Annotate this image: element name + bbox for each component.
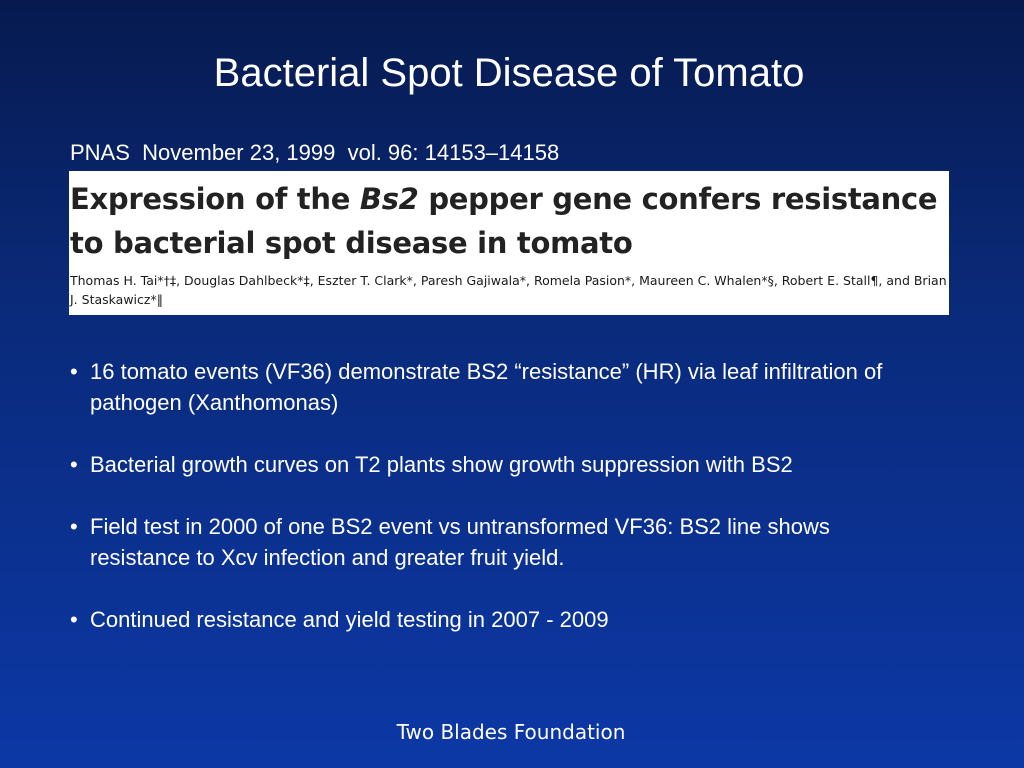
bullet-item: [70, 604, 930, 635]
bullet-marker: •: [70, 452, 78, 477]
bullet-text: Field test in 2000 of one BS2 event vs untransformed VF36: BS2 line shows resistance to Xcv infection and greater fruit yield.: [90, 514, 830, 570]
bullet-item: [70, 356, 930, 418]
bullet-text: Bacterial growth curves on T2 plants show growth suppression with BS2: [90, 452, 793, 477]
slide-title: Bacterial Spot Disease of Tomato: [213, 51, 805, 95]
bullet-marker: •: [70, 359, 78, 384]
paper-authors: Thomas H. Tai*†‡, Douglas Dahlbeck*‡, Eszter T. Clark*, Paresh Gajiwala*, Romela Pasion*, Maureen C. Whalen*§, Robert E. Stall¶, and Brian J. Staskawicz*‖: [70, 273, 947, 307]
paper-screenshot: [69, 171, 949, 315]
footer: Two Blades Foundation: [396, 720, 626, 744]
citation: PNAS November 23, 1999 vol. 96: 14153–14158: [70, 140, 560, 165]
bullet-marker: •: [70, 514, 78, 539]
bullet-item: [70, 511, 930, 573]
bullet-text: Continued resistance and yield testing in 2007 - 2009: [90, 607, 609, 632]
paper-title-part1: Expression of the: [70, 182, 360, 216]
bullet-list: [70, 356, 930, 666]
bullet-marker: •: [70, 607, 78, 632]
paper-title: [70, 177, 948, 265]
bullet-text: 16 tomato events (VF36) demonstrate BS2 “resistance” (HR) via leaf infiltration of pathogen (Xanthomonas): [90, 359, 883, 415]
paper-title-gene: Bs2: [359, 182, 419, 216]
paper-title-part2: pepper gene confers resistance to bacterial spot disease in tomato: [70, 182, 938, 260]
bullet-item: [70, 449, 930, 480]
